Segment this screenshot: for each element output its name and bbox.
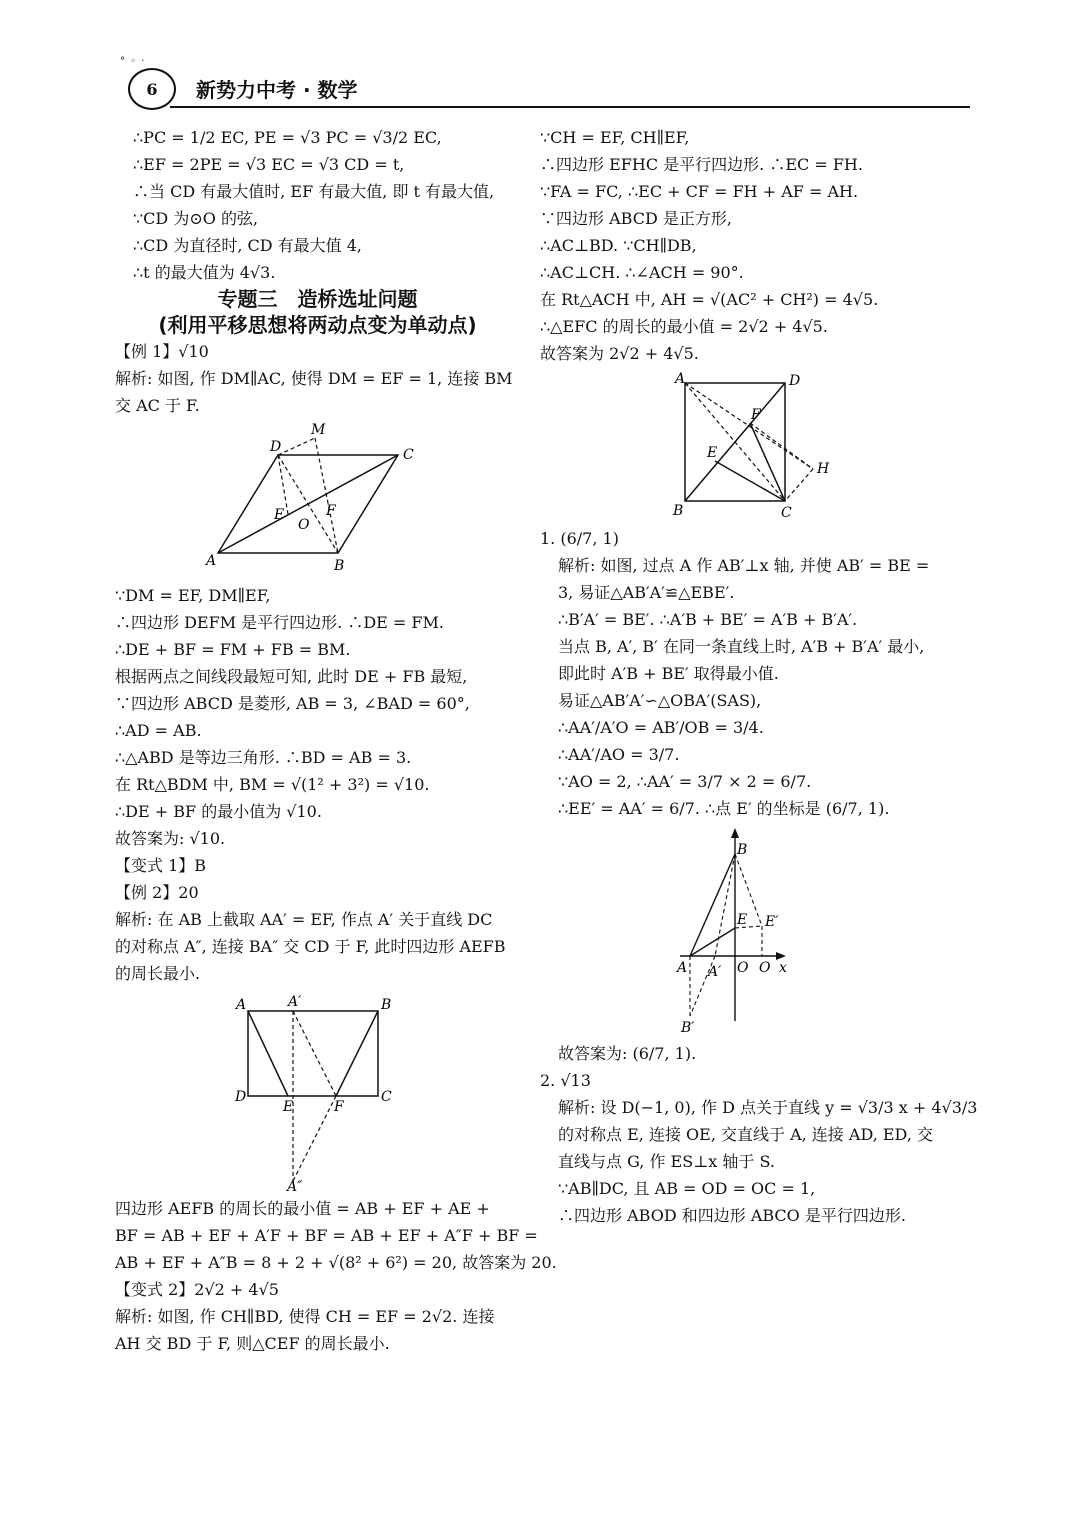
label-e: E [707,445,718,461]
text-line: 故答案为 2√2 + 4√5. [540,344,699,363]
text-line: ∴△EFC 的周长的最小值 = 2√2 + 4√5. [540,317,828,336]
label-a: A [675,371,686,387]
text-line: 当点 B, A′, B′ 在同一条直线上时, A′B + B′A′ 最小, [558,637,925,656]
segment-f-a-double-prime [293,1096,336,1181]
text-line: 【变式 1】B [115,856,207,875]
text-line: 【例 1】√10 [115,342,209,361]
label-o-2: O [759,960,771,976]
label-a: A [205,553,216,569]
text-line: 四边形 AEFB 的周长的最小值 = AB + EF + AE + [115,1199,490,1218]
right-column [540,124,978,1229]
text-line: 故答案为: √10. [115,829,226,848]
text-line: 3, 易证△AB′A′≌△EBE′. [558,583,735,602]
example-1-solution [115,582,520,987]
segment-a-prime-f [293,1011,336,1096]
label-c: C [380,1089,392,1105]
y-axis-arrow-icon [731,828,739,838]
problem-1-solution [540,525,950,822]
text-line: ∵CD 为⊙O 的弦, [133,209,259,228]
text-line: 1. (6/7, 1) [540,529,619,548]
text-line: BF = AB + EF + A′F + BF = AB + EF + A″F + BF = [115,1226,538,1245]
text-line: ∵四边形 ABCD 是正方形, [540,209,732,228]
square-figure [655,371,835,521]
text-line: ∴四边形 EFHC 是平行四边形. ∴EC = FH. [540,155,863,174]
label-h: H [817,461,830,477]
text-line: ∴AD = AB. [115,721,202,740]
text-line: 解析: 如图, 过点 A 作 AB′⊥x 轴, 并使 AB′ = BE = [558,556,930,575]
text-line: ∴AA′/A′O = AB′/OB = 3/4. [558,718,764,737]
text-line: ∵AB∥DC, 且 AB = OD = OC = 1, [558,1179,816,1198]
text-line: 的对称点 E, 连接 OE, 交直线于 A, 连接 AD, ED, 交 [558,1125,933,1144]
text-line: 即此时 A′B + BE′ 取得最小值. [558,664,779,683]
segment-fc [750,423,785,501]
x-axis-arrow-icon [776,952,786,960]
label-m: M [310,423,325,438]
text-line: ∴B′A′ = BE′. ∴A′B + BE′ = A′B + B′A′. [558,610,858,629]
text-line: ∴△ABD 是等边三角形. ∴BD = AB = 3. [115,748,412,767]
label-e: E [273,507,284,523]
label-e-prime: E′ [765,914,779,930]
label-b: B [673,503,684,519]
rectangle-figure [218,991,418,1191]
text-line: ∴四边形 ABOD 和四边形 ABCO 是平行四边形. [558,1206,906,1225]
section-subtitle: (利用平移思想将两动点变为单动点) [158,313,477,337]
label-a: A [677,960,688,976]
page-header [120,56,970,110]
segment-fh [750,423,813,469]
label-f: F [333,1099,344,1115]
text-line: 解析: 如图, 作 DM∥AC, 使得 DM = EF = 1, 连接 BM [115,369,513,388]
segment-ab [690,854,735,956]
text-line: ∴PC = 1/2 EC, PE = √3 PC = √3/2 EC, [133,128,442,147]
text-line: 根据两点之间线段最短可知, 此时 DE + FB 最短, [115,667,468,686]
label-d: D [269,439,281,455]
text-line: 易证△AB′A′∽△OBA′(SAS), [558,691,762,710]
segment-b-a-prime [715,854,735,956]
text-line: AB + EF + A″B = 8 + 2 + √(8² + 6²) = 20, 故答案为 20. [115,1253,557,1272]
text-line: ∵CH = EF, CH∥EF, [540,128,690,147]
text-line: 【例 2】20 [115,883,199,902]
label-f: F [325,503,336,519]
label-x: x [779,960,787,976]
text-line: ∴AA′/AO = 3/7. [558,745,680,764]
text-line: 直线与点 G, 作 ES⊥x 轴于 S. [558,1152,775,1171]
text-line: 在 Rt△ACH 中, AH = √(AC² + CH²) = 4√5. [540,290,879,309]
page-number: 6 [146,79,158,99]
text-line: 【变式 2】2√2 + 4√5 [115,1280,279,1299]
example-2-solution [115,1195,557,1357]
text-line: 解析: 设 D(−1, 0), 作 D 点关于直线 y = √3/3 x + 4√3/3 [558,1098,978,1117]
text-line: ∴EE′ = AA′ = 6/7. ∴点 E′ 的坐标是 (6/7, 1). [558,799,890,818]
label-b-prime: B′ [681,1020,695,1036]
rhombus-figure [198,423,438,578]
text-line: ∴t 的最大值为 4√3. [133,263,276,282]
left-solution-continued [115,124,520,286]
text-line: ∴DE + BF = FM + FB = BM. [115,640,351,659]
text-line: 解析: 如图, 作 CH∥BD, 使得 CH = EF = 2√2. 连接 [115,1307,495,1326]
book-title: 新势力中考 · 数学 [196,78,358,102]
text-line: 故答案为: (6/7, 1). [558,1044,697,1063]
text-line: ∵四边形 ABCD 是菱形, AB = 3, ∠BAD = 60°, [115,694,470,713]
label-d: D [789,373,801,389]
label-c: C [402,447,414,463]
text-line: 的周长最小. [115,964,201,983]
text-line: 交 AC 于 F. [115,396,200,415]
text-line: 解析: 在 AB 上截取 AA′ = EF, 作点 A′ 关于直线 DC [115,910,493,929]
text-line: ∴四边形 DEFM 是平行四边形. ∴DE = FM. [115,613,444,632]
label-b: B [333,558,344,574]
variant-2-solution [540,124,950,367]
label-e: E [282,1099,293,1115]
text-line: ∴当 CD 有最大值时, EF 有最大值, 即 t 有最大值, [133,182,495,201]
section-title: 专题三 造桥选址问题 [217,287,418,311]
text-line: ∴AC⊥BD. ∵CH∥DB, [540,236,697,255]
segment-dm [278,438,315,455]
label-o: O [297,517,309,533]
left-column [115,124,557,1357]
text-line: 在 Rt△BDM 中, BM = √(1² + 3²) = √10. [115,775,430,794]
segment-bf [336,1011,378,1096]
label-b: B [737,842,748,858]
text-line: 2. √13 [540,1071,591,1090]
label-d: D [234,1089,246,1105]
coordinate-figure [675,826,815,1036]
problem-2-solution [540,1040,978,1229]
text-line: ∵AO = 2, ∴AA′ = 3/7 × 2 = 6/7. [558,772,812,791]
label-a-double-prime: A″ [286,1179,302,1191]
label-a-prime: A′ [287,994,301,1010]
label-a-prime: A′ [708,964,722,980]
label-o: O [737,960,749,976]
text-line: 的对称点 A″, 连接 BA″ 交 CD 于 F, 此时四边形 AEFB [115,937,506,956]
text-line: ∴CD 为直径时, CD 有最大值 4, [133,236,363,255]
header-divider [170,106,970,108]
text-line: ∵DM = EF, DM∥EF, [115,586,271,605]
segment-ec [715,461,785,501]
text-line: ∴DE + BF 的最小值为 √10. [115,802,322,821]
segment-hc [785,469,813,501]
text-line: AH 交 BD 于 F, 则△CEF 的周长最小. [115,1334,390,1353]
label-e: E [737,912,748,928]
label-b: B [380,997,391,1013]
text-line: ∴AC⊥CH. ∴∠ACH = 90°. [540,263,744,282]
label-f: F [751,407,761,423]
text-line: ∴EF = 2PE = √3 EC = √3 CD = t, [133,155,405,174]
text-line: ∵FA = FC, ∴EC + CF = FH + AF = AH. [540,182,859,201]
segment-ae [248,1011,288,1096]
segment-ah [685,383,813,469]
example-1 [115,338,520,419]
label-a: A [235,997,246,1013]
page-number-badge [128,68,176,110]
decorative-dots-icon: ° ◦ · [120,56,146,67]
label-c: C [781,505,792,521]
